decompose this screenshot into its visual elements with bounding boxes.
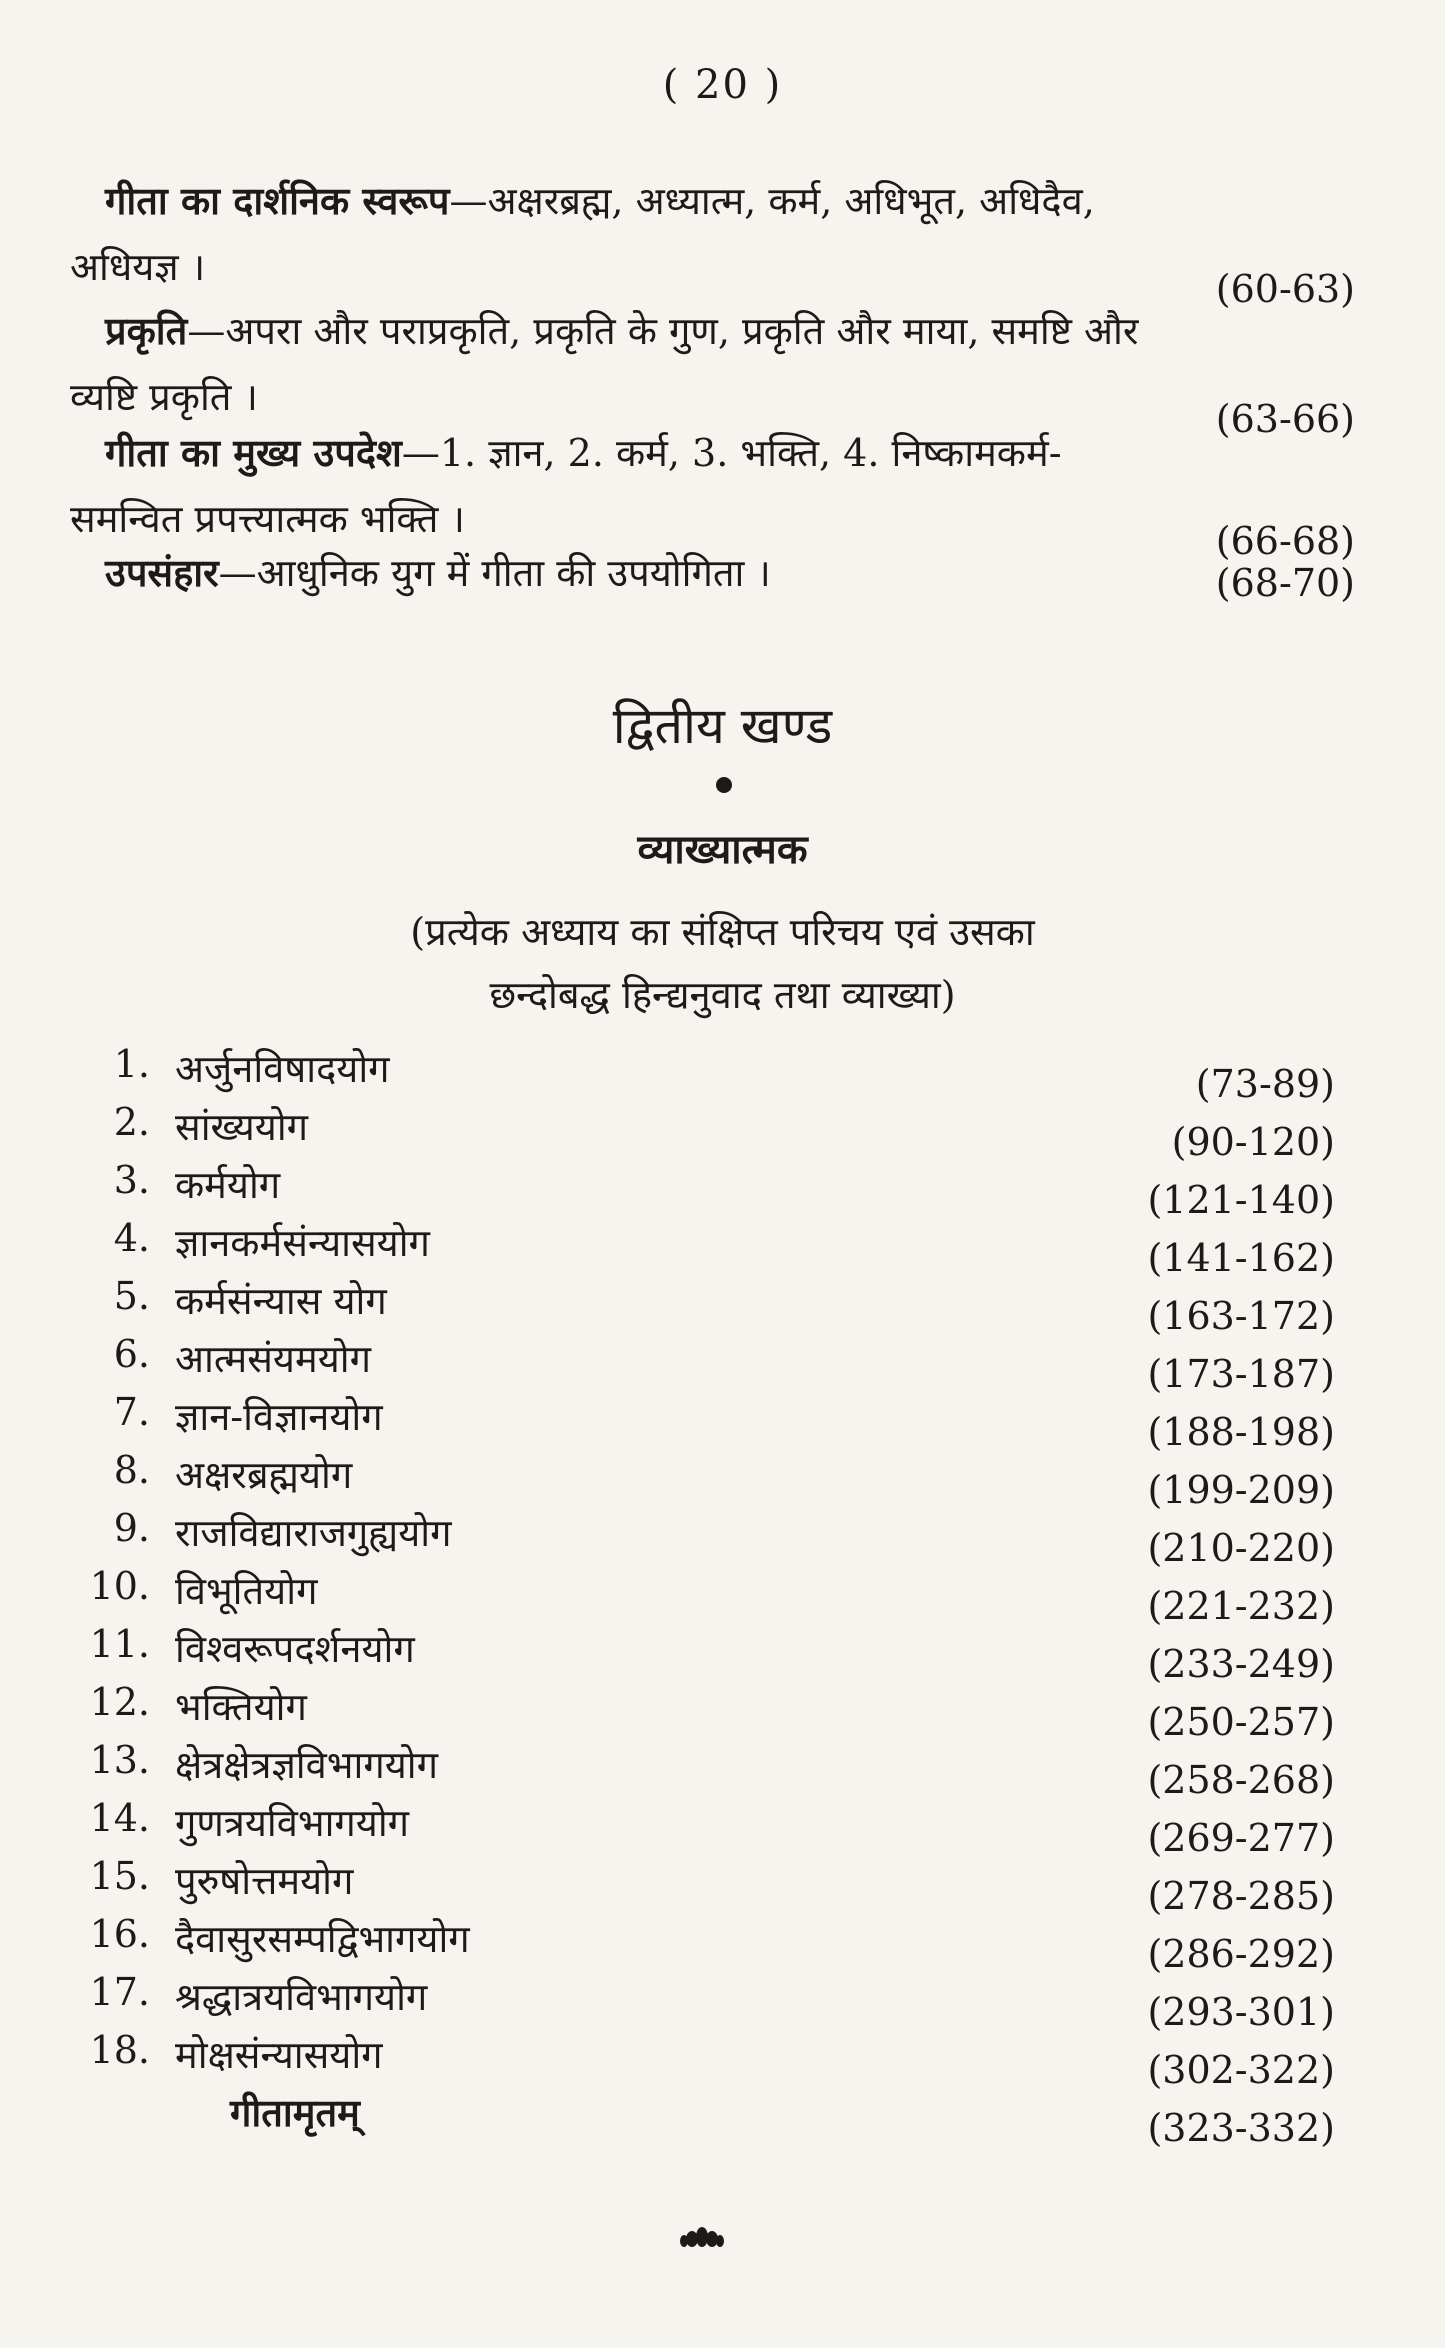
intro-text: —1. ज्ञान, 2. कर्म, 3. भक्ति, 4. निष्कामकर्म-	[401, 431, 1062, 475]
chapter-number: 13.	[89, 1738, 150, 1782]
intro-pages: (63-66)	[1215, 397, 1355, 441]
chapter-entry	[70, 1968, 1335, 2034]
section-note-line2: छन्दोबद्ध हिन्द्यनुवाद तथा व्याख्या)	[489, 973, 956, 1017]
intro-heading: उपसंहार	[105, 550, 219, 595]
chapter-pages: (73-89)	[1195, 1062, 1335, 1106]
chapter-pages: (302-322)	[1147, 2048, 1335, 2092]
chapter-number: 11.	[89, 1622, 150, 1666]
chapter-entry	[70, 1620, 1335, 1686]
chapter-pages: (90-120)	[1171, 1120, 1335, 1164]
intro-text: —अक्षरब्रह्म, अध्यात्म, कर्म, अधिभूत, अधिदैव,	[449, 179, 1095, 223]
chapter-name: कर्मसंन्यास योग	[175, 1279, 387, 1323]
chapter-pages: (210-220)	[1147, 1526, 1335, 1570]
intro-entry	[70, 168, 1355, 311]
chapter-name: मोक्षसंन्यासयोग	[175, 2033, 383, 2077]
chapter-entry	[70, 1562, 1335, 1628]
chapter-list	[70, 1040, 1335, 2150]
chapter-name: अक्षरब्रह्मयोग	[175, 1453, 353, 1497]
chapter-entry	[70, 2026, 1335, 2092]
chapter-pages: (199-209)	[1147, 1468, 1335, 1512]
chapter-number: 8.	[113, 1448, 150, 1492]
chapter-pages: (250-257)	[1147, 1700, 1335, 1744]
chapter-pages: (258-268)	[1147, 1758, 1335, 1802]
chapter-pages: (221-232)	[1147, 1584, 1335, 1628]
chapter-entry	[70, 1330, 1335, 1396]
chapter-number: 9.	[113, 1506, 150, 1550]
chapter-number: 5.	[113, 1274, 150, 1318]
intro-text: —आधुनिक युग में गीता की उपयोगिता ।	[218, 551, 771, 595]
page-number: ( 20 )	[662, 62, 783, 108]
chapter-name: ज्ञान-विज्ञानयोग	[175, 1395, 383, 1439]
chapter-name: श्रद्धात्रयविभागयोग	[175, 1975, 428, 2019]
chapter-pages: (269-277)	[1147, 1816, 1335, 1860]
chapter-entry	[70, 1504, 1335, 1570]
chapter-pages: (233-249)	[1147, 1642, 1335, 1686]
chapter-number: 2.	[113, 1100, 150, 1144]
chapter-number: 18.	[89, 2028, 150, 2072]
intro-line	[70, 234, 1355, 311]
intro-continuation: व्यष्टि प्रकृति ।	[70, 375, 258, 419]
chapter-pages: (173-187)	[1147, 1352, 1335, 1396]
chapter-pages: (278-285)	[1147, 1874, 1335, 1918]
chapter-entry	[70, 1098, 1335, 1164]
chapter-entry	[70, 1156, 1335, 1222]
chapter-number: 3.	[113, 1158, 150, 1202]
chapter-entry	[70, 1794, 1335, 1860]
section-title: द्वितीय खण्ड	[612, 697, 833, 755]
chapter-number: 15.	[89, 1854, 150, 1898]
intro-heading: गीता का मुख्य उपदेश	[105, 430, 402, 475]
chapter-name: ज्ञानकर्मसंन्यासयोग	[175, 1221, 430, 1265]
intro-heading: प्रकृति	[105, 308, 188, 353]
intro-line	[105, 540, 1355, 606]
chapter-entry	[70, 1736, 1335, 1802]
chapter-name: भक्तियोग	[175, 1685, 307, 1729]
chapter-pages: (163-172)	[1147, 1294, 1335, 1338]
section-note-line1: (प्रत्येक अध्याय का संक्षिप्त परिचय एवं उसका	[410, 910, 1035, 954]
chapter-name: विभूतियोग	[175, 1569, 318, 1613]
final-entry-name: गीतामृतम्	[230, 2090, 360, 2135]
intro-entry	[70, 298, 1355, 441]
intro-continuation: समन्वित प्रपत्त्यात्मक भक्ति ।	[70, 497, 465, 541]
chapter-pages: (121-140)	[1147, 1178, 1335, 1222]
lotus-ornament-icon	[680, 2225, 724, 2249]
chapter-name: कर्मयोग	[175, 1163, 281, 1207]
chapter-pages: (141-162)	[1147, 1236, 1335, 1280]
chapter-entry	[70, 1388, 1335, 1454]
chapter-entry	[70, 1040, 1335, 1106]
chapter-name: गुणत्रयविभागयोग	[175, 1801, 410, 1845]
intro-entry	[70, 420, 1355, 563]
intro-pages: (66-68)	[1215, 519, 1355, 563]
chapter-number: 14.	[89, 1796, 150, 1840]
chapter-name: दैवासुरसम्पद्विभागयोग	[175, 1917, 470, 1961]
chapter-name: सांख्ययोग	[175, 1105, 309, 1149]
chapter-number: 10.	[89, 1564, 150, 1608]
chapter-entry	[70, 1852, 1335, 1918]
chapter-pages: (286-292)	[1147, 1932, 1335, 1976]
chapter-pages: (293-301)	[1147, 1990, 1335, 2034]
chapter-number: 4.	[113, 1216, 150, 1260]
intro-pages: (60-63)	[1215, 267, 1355, 311]
chapter-number: 1.	[113, 1042, 150, 1086]
intro-pages: (68-70)	[1215, 561, 1355, 605]
intro-text: —अपरा और पराप्रकृति, प्रकृति के गुण, प्रकृति और माया, समष्टि और	[187, 309, 1139, 353]
intro-line	[105, 168, 1355, 234]
chapter-number: 12.	[89, 1680, 150, 1724]
chapter-number: 7.	[113, 1390, 150, 1434]
intro-line	[105, 298, 1355, 364]
intro-continuation: अधियज्ञ ।	[70, 245, 206, 289]
chapter-entry	[70, 1678, 1335, 1744]
chapter-name: आत्मसंयमयोग	[175, 1337, 371, 1381]
final-entry-pages: (323-332)	[1147, 2106, 1335, 2150]
chapter-number: 16.	[89, 1912, 150, 1956]
bullet-dot-icon	[716, 777, 732, 793]
chapter-entry-final	[70, 2084, 1335, 2150]
chapter-number: 6.	[113, 1332, 150, 1376]
chapter-name: राजविद्याराजगुह्ययोग	[175, 1511, 452, 1555]
chapter-name: क्षेत्रक्षेत्रज्ञविभागयोग	[175, 1743, 438, 1787]
chapter-pages: (188-198)	[1147, 1410, 1335, 1454]
chapter-name: पुरुषोत्तमयोग	[175, 1859, 354, 1903]
chapter-entry	[70, 1272, 1335, 1338]
chapter-name: विश्वरूपदर्शनयोग	[175, 1627, 415, 1671]
section-subtitle: व्याख्यात्मक	[637, 826, 808, 873]
intro-line	[105, 420, 1355, 486]
chapter-entry	[70, 1446, 1335, 1512]
chapter-name: अर्जुनविषादयोग	[175, 1047, 390, 1091]
chapter-entry	[70, 1214, 1335, 1280]
intro-entry	[105, 540, 1355, 606]
intro-heading: गीता का दार्शनिक स्वरूप	[105, 178, 450, 223]
chapter-number: 17.	[89, 1970, 150, 2014]
chapter-entry	[70, 1910, 1335, 1976]
